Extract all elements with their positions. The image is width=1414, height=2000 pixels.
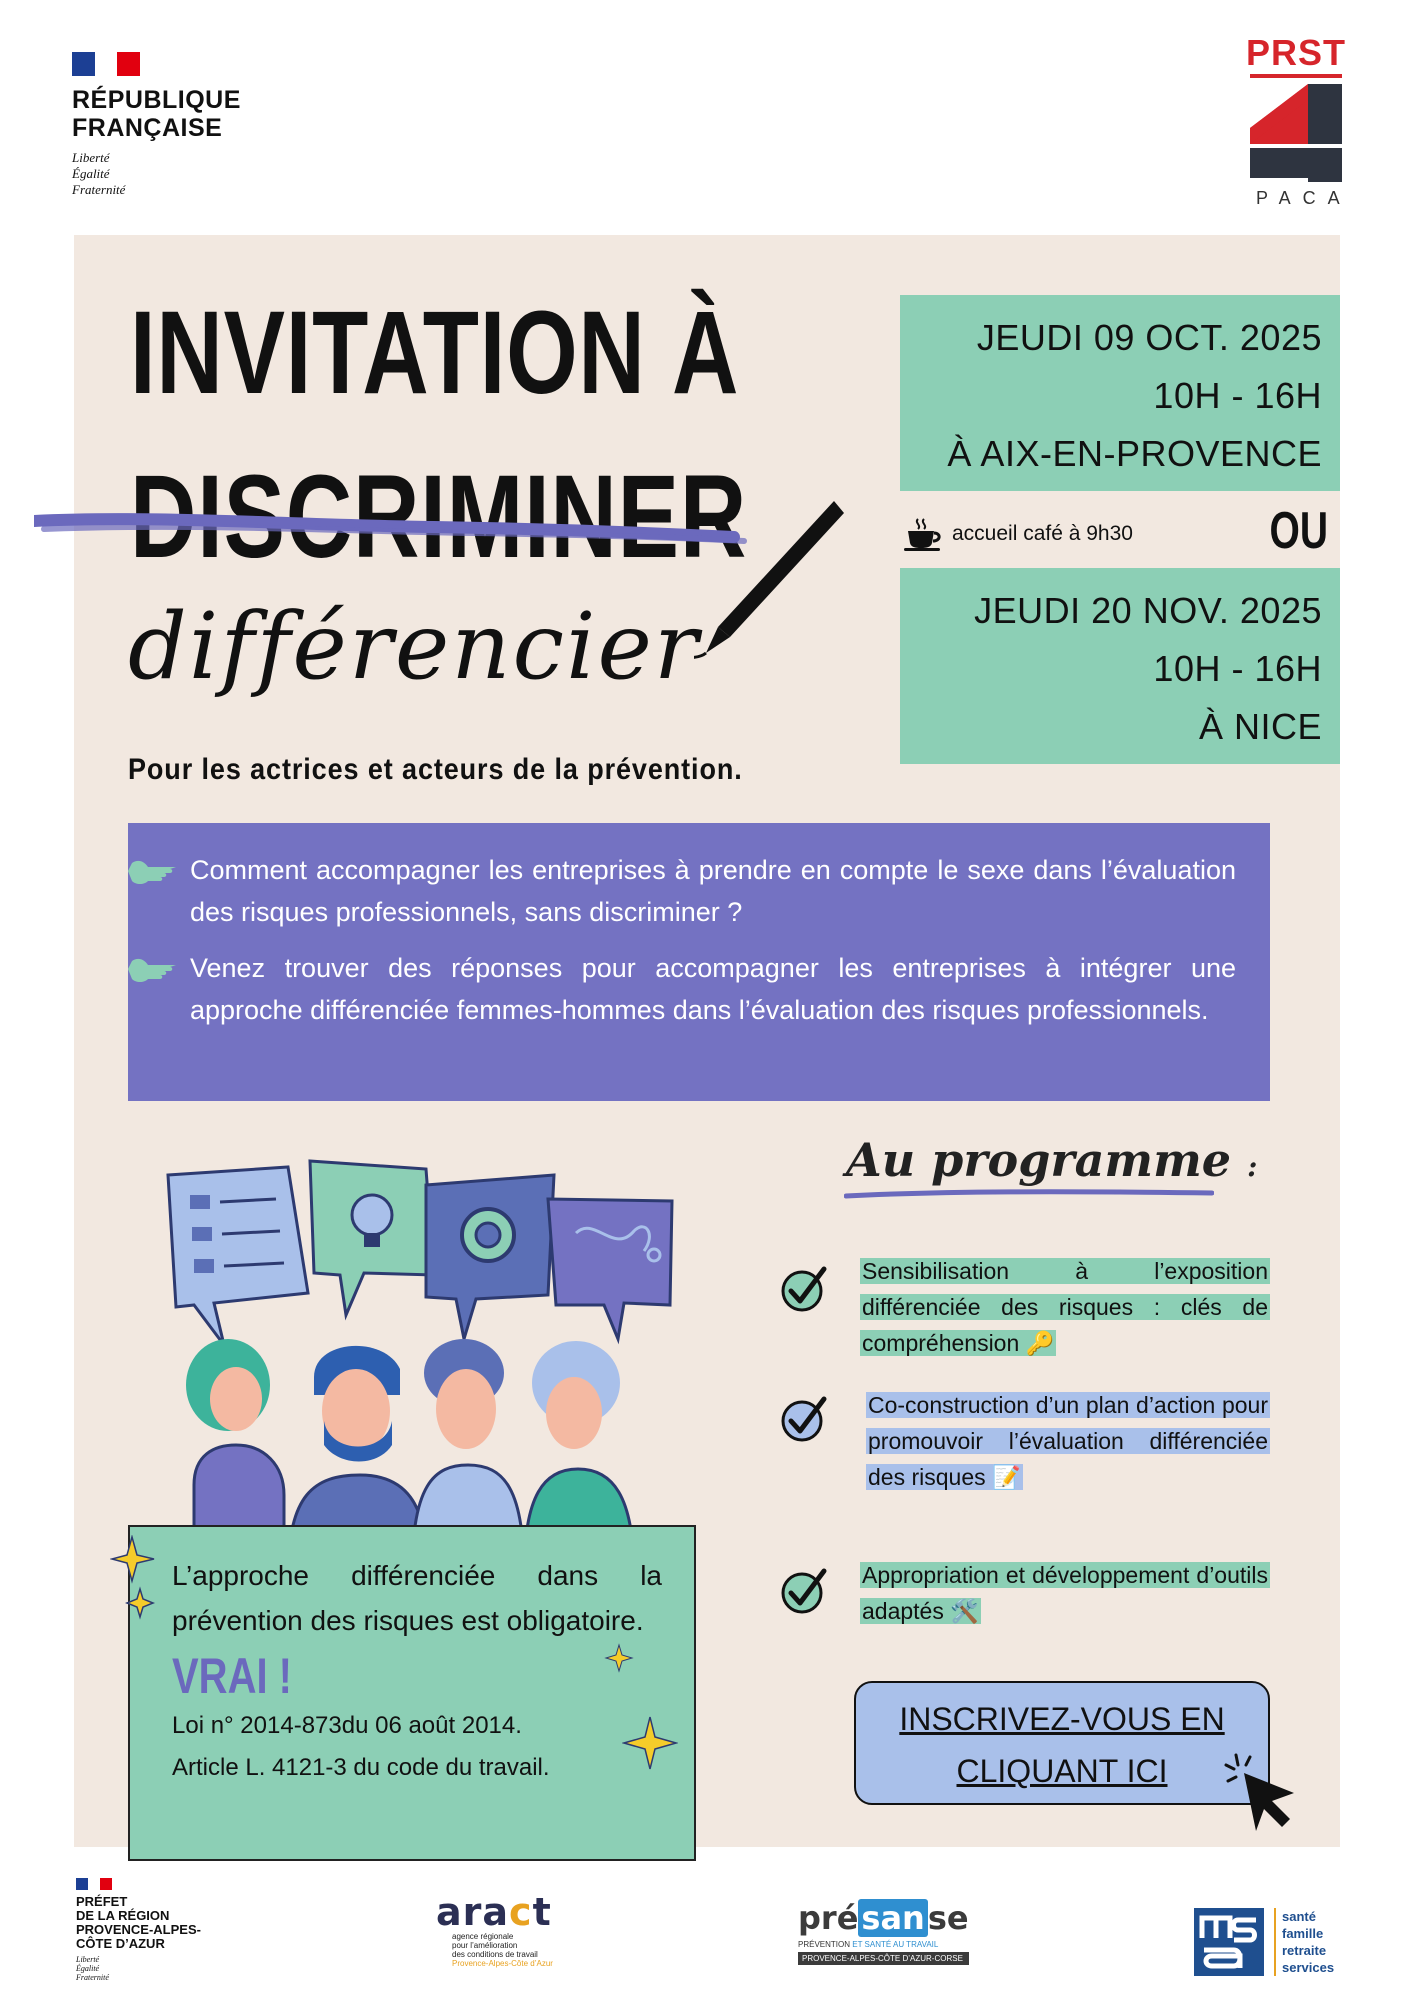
strikethrough-scribble [34,501,754,561]
sparkle-icon [622,1715,678,1771]
program-underline [844,1187,1214,1201]
cafe-text: accueil café à 9h30 [952,522,1133,545]
pencil-icon [694,495,844,665]
session-2-box [900,568,1340,764]
pointing-hand-icon [126,857,178,887]
people-discussion-illustration [164,1155,684,1575]
coffee-cup-icon [904,517,944,551]
session-1-place: À AIX-EN-PROVENCE [947,433,1322,474]
republique-francaise-logo [72,52,272,198]
intro-bullet-2: Venez trouver des réponses pour accompagner les entreprises à intégrer une approche différenciée femmes-hommes dans l’évaluation des risques professionnels. [190,953,1236,1025]
pointing-hand-icon [126,955,178,985]
rf-name-line1: RÉPUBLIQUE [72,86,241,114]
check-circle-icon [780,1265,828,1313]
session-2-place: À NICE [1198,706,1322,747]
cafe-note [904,517,1133,551]
prst-four-icon [1246,78,1346,184]
or-label: OU [1269,502,1328,560]
footer-partner-logos [0,1868,1414,2000]
rf-name-line2: FRANÇAISE [72,114,223,142]
prst-sub: PACA [1256,188,1352,208]
program-item-2: Co-construction d’un plan d’action pour promouvoir l’évaluation différenciée des risques 📝 [868,1392,1268,1490]
statement-text: L’approche différenciée dans la prévention des risques est obligatoire. [172,1560,662,1636]
mouse-cursor-icon [1224,1753,1304,1833]
program-title: Au programme : [846,1133,1258,1187]
session-1-box [900,295,1340,491]
french-flag-icon [72,52,140,76]
prst4-paca-logo [1246,32,1352,214]
register-line-2[interactable]: CLIQUANT ICI [956,1753,1168,1789]
program-item-3: Appropriation et développement d’outils adaptés 🛠️ [862,1562,1268,1624]
aract-logo: aract agence régionale pour l’amélioration des conditions de travail Provence-Alpes-Côte d’Azur [436,1890,553,1968]
program-item-1: Sensibilisation à l’exposition différenciée des risques : clés de compréhension 🔑 [862,1258,1268,1356]
msa-logo: santé famille retraite services [1194,1908,1334,1976]
register-line-1[interactable]: INSCRIVEZ-VOUS EN [899,1701,1225,1737]
title-line-1: INVITATION À [130,287,740,419]
intro-bullet-1: Comment accompagner les entreprises à prendre en compte le sexe dans l’évaluation des risques professionnels, sans discriminer ? [190,855,1236,927]
msa-mark-icon [1194,1908,1264,1976]
prst-title: PRST [1246,32,1347,73]
rf-motto: Liberté Égalité Fraternité [72,150,126,197]
law-reference-2: Article L. 4121-3 du code du travail. [172,1754,550,1781]
intro-box [128,823,1270,1101]
sparkle-icon [110,1535,166,1625]
sparkle-icon [604,1643,634,1673]
session-2-hours: 10H - 16H [1153,648,1322,689]
law-reference-1: Loi n° 2014-873du 06 août 2014. [172,1712,522,1739]
session-1-date: JEUDI 09 OCT. 2025 [976,317,1322,358]
french-flag-icon [76,1878,112,1890]
prefet-region-logo: PRÉFET DE LA RÉGION PROVENCE-ALPES- CÔTE D’AZUR Liberté Égalité Fraternité [76,1878,236,1982]
session-1-hours: 10H - 16H [1153,375,1322,416]
tagline: Pour les actrices et acteurs de la prévention. [128,753,743,786]
register-button[interactable] [854,1681,1270,1805]
true-statement-box [128,1525,696,1861]
title-line-2-struck: DISCRIMINER [130,451,748,583]
presanse-logo: présanse PRÉVENTION ET SANTÉ AU TRAVAIL PROVENCE-ALPES-CÔTE D’AZUR-CORSE [798,1899,969,1963]
check-circle-icon [780,1395,828,1443]
answer-vrai: VRAI ! [172,1648,292,1704]
check-circle-icon [780,1567,828,1615]
script-word-differencier: différencier [128,593,700,700]
session-2-date: JEUDI 20 NOV. 2025 [974,590,1322,631]
invitation-panel [74,235,1340,1847]
